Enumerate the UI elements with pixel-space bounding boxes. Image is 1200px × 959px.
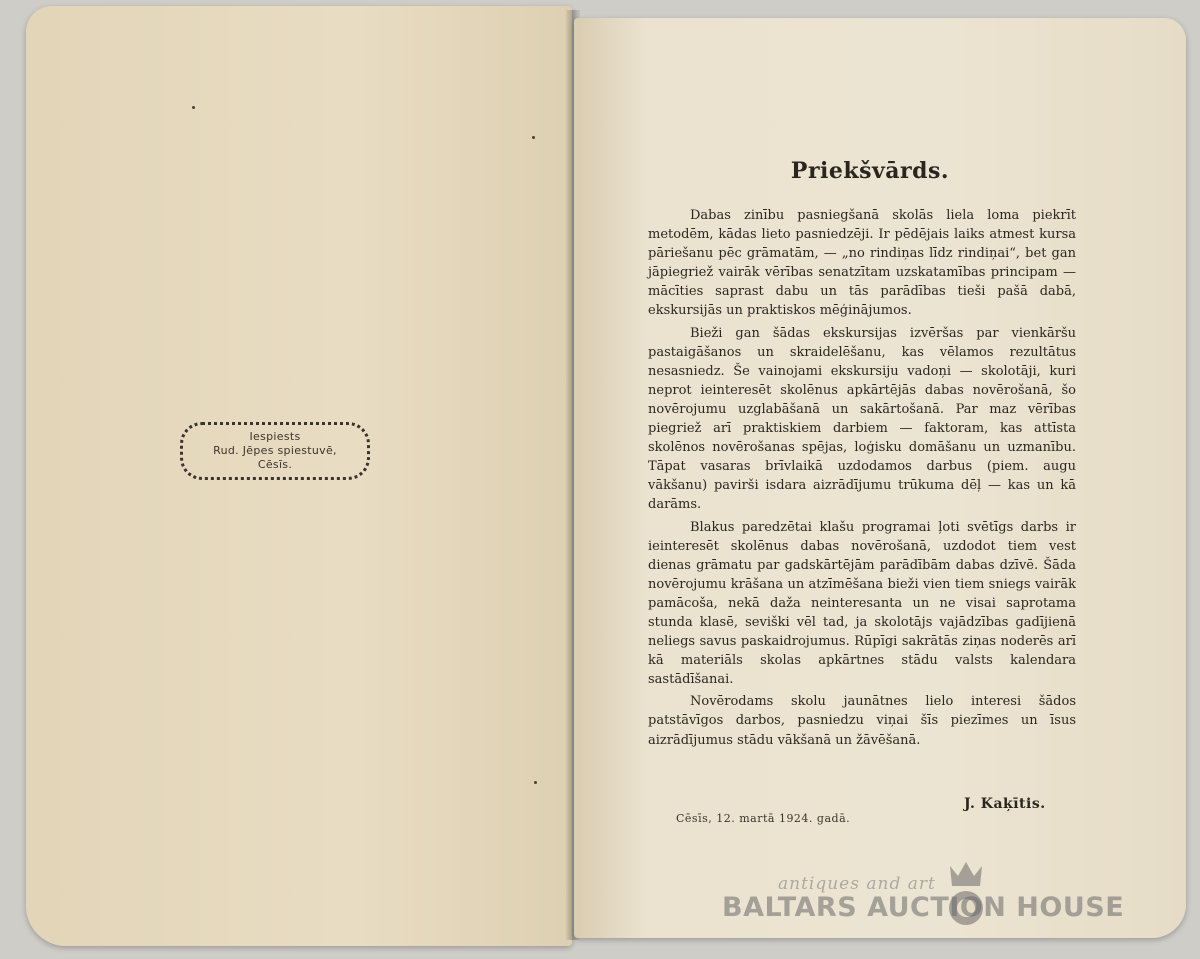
- watermark-name: BALTARS AUCTION HOUSE: [722, 892, 1125, 923]
- printer-stamp: [180, 422, 370, 480]
- date-line: Cēsīs, 12. martā 1924. gadā.: [676, 812, 851, 825]
- paper-speck: [532, 136, 535, 139]
- author-signature: J. Kaķītis.: [964, 796, 1046, 812]
- watermark-tagline: antiques and art: [778, 874, 936, 894]
- preface-body: [648, 206, 1076, 753]
- page-title: Priekšvārds.: [790, 158, 950, 184]
- paper-speck: [192, 106, 195, 109]
- preface-paragraph: Bieži gan šādas ekskursijas izvēršas par vienkāršu pastaigāšanos un skraidelēšanu, kas vēlamos rezultātus nesasniedz. Še vainojami ekskursiju vadoņi — skolotāji, kuri neprot ieinteresēt skolēnus apkārtējās dabas novērošanā, šo novērojumu uzglabāšanā un sakārtošanā. Par maz vērības piegriež arī praktiskiem darbiem — faktoram, kas attīsta skolēnos novērošanas spējas, loģisku domāšanu un uzmanību. Tāpat vasaras brīvlaikā uzdodamos darbus (piem. augu vākšanu) pavirši isdara aizrādījumu trūkuma dēļ — kas un kā darāms.: [648, 325, 1076, 513]
- stamp-line: Iespiests: [249, 430, 301, 443]
- preface-paragraph: Blakus paredzētai klašu programai ļoti svētīgs darbs ir ieinteresēt skolēnus dabas novērošanā, uzdodot tiem vest dienas grāmatu par gadskārtējām parādībām dabas dzīvē. Šāda novērojumu krāšana un atzīmēšana bieži vien tiem sniegs vairāk pamācoša, nekā daža neinteresanta un ne visai saprotama stunda klasē, seviški vēl tad, ja skolotājs vajādzības gadījienā neliegs savus paskaidrojumus. Rūpīgi sakrātās ziņas noderēs arī kā materiāls skolas apkārtnes stādu valsts kalendara sastādīšanai.: [648, 519, 1076, 688]
- stamp-line: Cēsīs.: [257, 458, 293, 471]
- stamp-line: Rud. Jēpes spiestuvē,: [213, 444, 337, 457]
- preface-paragraph: Dabas zinību pasniegšanā skolās liela loma piekrīt metodēm, kādas lieto pasniedzēji. Ir pēdējais laiks atmest kursa pāriešanu pēc grāmatām, — „no rindiņas līdz rindiņai“, bet gan jāpiegriež vairāk vērības senatzītam uzskatamības principam — mācīties saprast dabu un tās parādības tieši pašā dabā, ekskursijās un praktiskos mēģinājumos.: [648, 208, 1076, 319]
- preface-paragraph: Novērodams skolu jaunātnes lielo interesi šādos patstāvīgos darbos, pasniedzu viņai šīs piezīmes un īsus aizrādījumus stādu vākšanā un žāvēšanā.: [648, 694, 1076, 748]
- paper-speck: [534, 781, 537, 784]
